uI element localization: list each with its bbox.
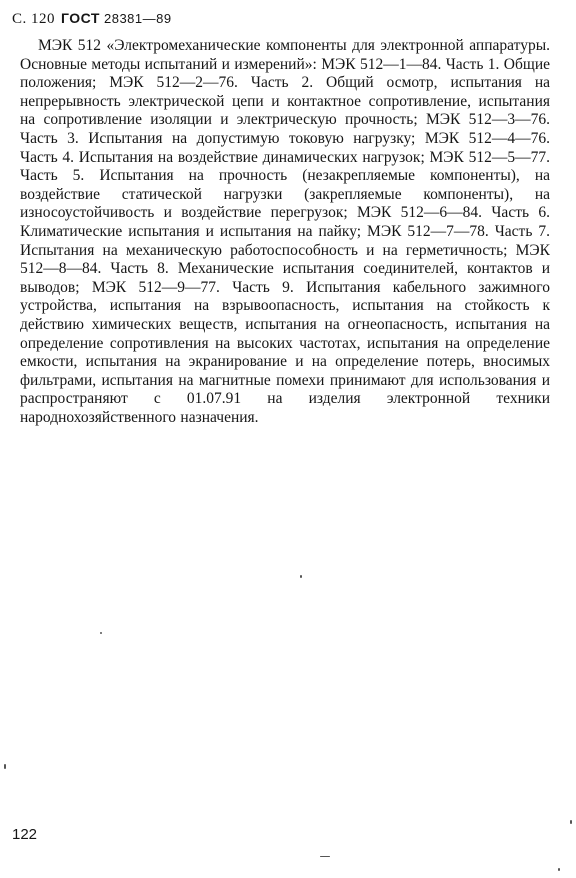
scan-speck [4,764,6,769]
running-header [12,10,172,28]
page-number: 122 [12,826,38,843]
page-reference: С. 120 [12,11,56,27]
standard-label: ГОСТ [61,10,100,26]
scan-speck [300,575,302,578]
scan-speck [570,820,572,824]
standard-number: 28381—89 [103,11,172,26]
scan-speck [320,856,330,857]
body-paragraph: МЭК 512 «Электромеханические компоненты для электронной аппаратуры. Основные методы испытаний и измерений»: МЭК 512—1—84. Часть 1. Общие положения; МЭК 512—2—76. Часть 2. Общий осмотр, испытания на непрерывность электрической цепи и контактное сопротивление, испытания на сопротивление изоляции и электрическую прочность; МЭК 512—3—76. Часть 3. Испытания на допустимую токовую нагрузку; МЭК 512—4—76. Часть 4. Испытания на воздействие динамических нагрузок; МЭК 512—5—77. Часть 5. Испытания на прочность (незакрепляемые компоненты), на воздействие статической нагрузки (закрепляемые компоненты), на износоустойчивость и воздействие перегрузок; МЭК 512—6—84. Часть 6. Климатические испытания и испытания на пайку; МЭК 512—7—78. Часть 7. Испытания на механическую работоспособность и на герметичность; МЭК 512—8—84. Часть 8. Механические испытания соединителей, контактов и выводов; МЭК 512—9—77. Часть 9. Испытания кабельного зажимного устройства, испытания на взрывоопасность, испытания на стойкость к действию химических веществ, испытания на огнеопасность, испытания на определение сопротивления на высоких частотах, испытания на определение емкости, испытания на экранирование и на определение потерь, вносимых фильтрами, испытания на магнитные помехи принимают для использования и распространяют с 01.07.91 на изделия электронной техники народнохозяйственного назначения. [20,37,550,426]
scan-speck [558,868,560,871]
scan-speck [100,632,102,634]
